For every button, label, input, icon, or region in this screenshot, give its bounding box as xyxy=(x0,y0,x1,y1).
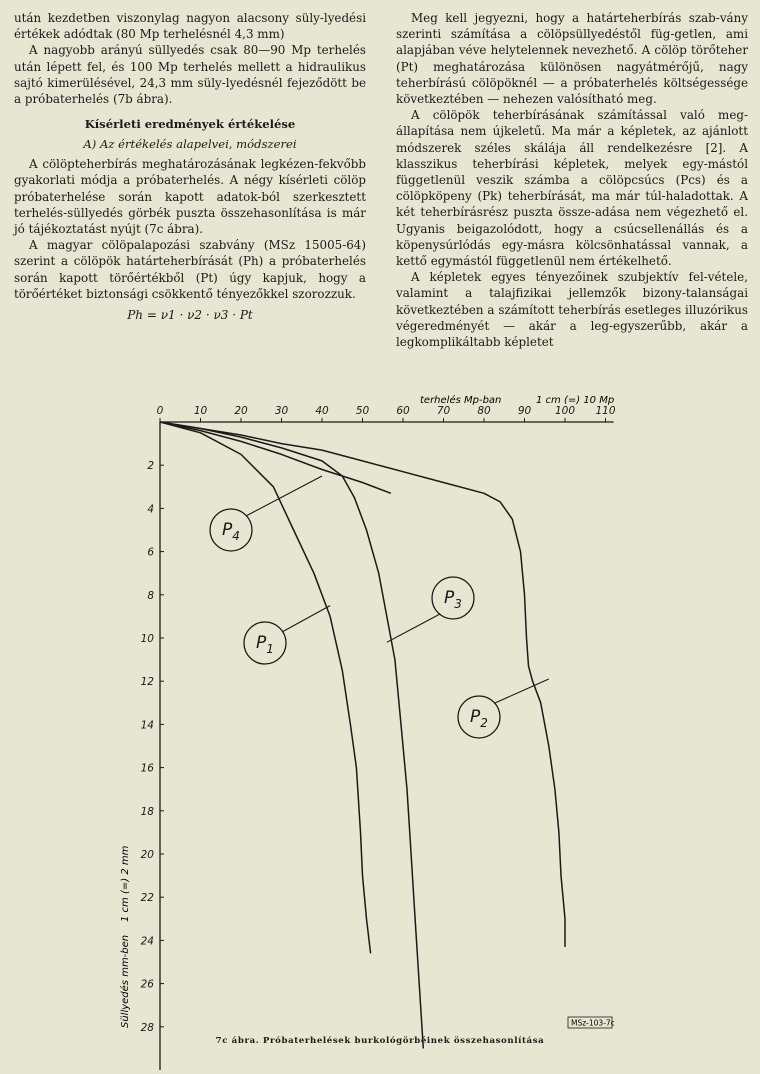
y-tick-label: 6 xyxy=(147,546,154,559)
y-tick-label: 12 xyxy=(140,676,154,689)
x-tick-label: 30 xyxy=(274,405,289,417)
figure-stamp: MSz-103-7c xyxy=(571,1018,615,1028)
y-tick-label: 24 xyxy=(140,935,154,948)
curve-label-leader xyxy=(495,679,549,703)
x-tick-label: 40 xyxy=(315,405,329,417)
y-tick-label: 10 xyxy=(140,633,154,645)
y-tick-label: 20 xyxy=(140,849,154,861)
series-line-p4 xyxy=(160,422,391,493)
section-heading: Kísérleti eredmények értékelése xyxy=(84,117,296,132)
figure-caption: 7c ábra. Próbaterhelések burkológörbéinek összehasonlítása xyxy=(215,1036,545,1046)
x-axis-title: terhelés Mp-ban xyxy=(420,395,502,406)
curve-label-text: $P_1$ xyxy=(256,633,274,656)
y-tick-label: 2 xyxy=(147,460,154,473)
series-line-p3 xyxy=(160,422,423,1048)
x-tick-label: 10 xyxy=(193,405,208,417)
paragraph: A cölöpök teherbírásának számítással való meg-állapítása nem újkeletű. Ma már a képletek, az ajánlott módszerek széles skálája áll rendelkezésre [2]. A klasszikus teherbírási képletek, melyek egy-mástól függetlenül veszik számba a cölöpcsúcs (Pcs) és a cölöpköpeny (Pk) teherbírását, ma már túl-haladottak. A két teherbírásrész puszta össze-adása nem végezhető el. Ugyanis beigazolódott, hogy a csúcsellenállás és a köpenysúrlódás egy-másra kölcsönhatással vannak, a kettő egymástól függetlenül nem értékelhető. xyxy=(396,108,748,269)
x-tick-label: 110 xyxy=(595,405,616,417)
y-axis-scale: 1 cm (=) 2 mm xyxy=(120,845,131,922)
y-tick-label: 28 xyxy=(140,1021,154,1034)
paragraph: A nagyobb arányú süllyedés csak 80—90 Mp terhelés után lépett fel, és 100 Mp terhelés mellett a hidraulikus sajtó kimerülésével, 24,3 mm süly-lyedésnél fejeződött be a próbaterhelés (7b ábra). xyxy=(14,43,366,107)
paragraph: Meg kell jegyezni, hogy a határteherbírás szab-vány szerinti számítása a cölöpsüllyedéstől füg-getlen, ami alapjában véve helytelennek nevezhető. A cölöp törőteher (Pt) meghatározása különösen nagyátmérőjű, nagy teherbírású cölöpöknél — a próbaterhelés költségessége következtében — nehezen valósítható meg. xyxy=(396,11,748,107)
y-tick-label: 22 xyxy=(140,892,154,905)
y-tick-label: 8 xyxy=(147,589,154,602)
curve-label-text: $P_4$ xyxy=(222,520,240,543)
y-tick-label: 26 xyxy=(140,978,154,991)
x-tick-label: 20 xyxy=(234,405,248,417)
subsection-heading: A) Az értékelés alapelvei, módszerei xyxy=(83,137,297,152)
y-tick-label: 16 xyxy=(140,762,154,775)
y-tick-label: 14 xyxy=(140,719,154,732)
paragraph: után kezdetben viszonylag nagyon alacsony süly-lyedési értékek adódtak (80 Mp terhelésnél 4,3 mm) xyxy=(14,11,366,42)
x-axis-scale: 1 cm (=) 10 Mp xyxy=(536,395,615,406)
x-tick-label: 100 xyxy=(554,405,576,417)
y-tick-label: 4 xyxy=(147,503,154,516)
chart-curves xyxy=(160,422,565,1048)
y-tick-label: 18 xyxy=(140,805,154,818)
chart-axes xyxy=(141,405,616,1070)
curve-label-text: $P_3$ xyxy=(444,588,462,611)
formula: Ph = ν1 · ν2 · ν3 · Pt xyxy=(127,308,253,323)
y-axis-title: Süllyedés mm-ben xyxy=(120,934,131,1028)
paragraph: A képletek egyes tényezőinek szubjektív fel-vétele, valamint a talajfizikai jellemzők bizony-talanságai következtében a számított teherbírás esetleges illuzórikus végeredményét — akár a leg-egyszerűbb, akár a legkomplikáltabb képletet xyxy=(396,270,748,350)
x-tick-label: 60 xyxy=(396,405,410,417)
paragraph: A cölöpteherbírás meghatározásának legkézen-fekvőbb gyakorlati módja a próbaterhelés. A négy kísérleti cölöp próbaterhelése során kapott adatok-ból szerkesztett terhelés-süllyedés görbék puszta összehasonlítása is már jó tájékoztatást nyújt (7c ábra). xyxy=(14,157,366,237)
curve-label-p4 xyxy=(210,476,322,551)
x-tick-label: 50 xyxy=(355,405,370,417)
chart-curve-labels xyxy=(210,476,549,738)
paragraph: A magyar cölöpalapozási szabvány (MSz 15005-64) szerint a cölöpök határteherbírását (Ph) a próbaterhelés során kapott törőértékből (Pt) úgy kapjuk, hogy a törőértéket biztonsági csökkentő tényezőkkel szorozzuk. xyxy=(14,238,366,301)
curve-label-leader xyxy=(387,614,440,642)
x-tick-label: 80 xyxy=(477,405,491,417)
series-line-p1 xyxy=(160,422,371,953)
x-tick-label: 70 xyxy=(436,405,451,417)
curve-label-p1 xyxy=(244,606,330,664)
curve-label-text: $P_2$ xyxy=(470,707,488,730)
curve-label-leader xyxy=(282,606,330,632)
x-tick-label: 90 xyxy=(517,405,532,417)
curve-label-p3 xyxy=(387,577,474,642)
x-tick-label: 0 xyxy=(156,405,164,417)
